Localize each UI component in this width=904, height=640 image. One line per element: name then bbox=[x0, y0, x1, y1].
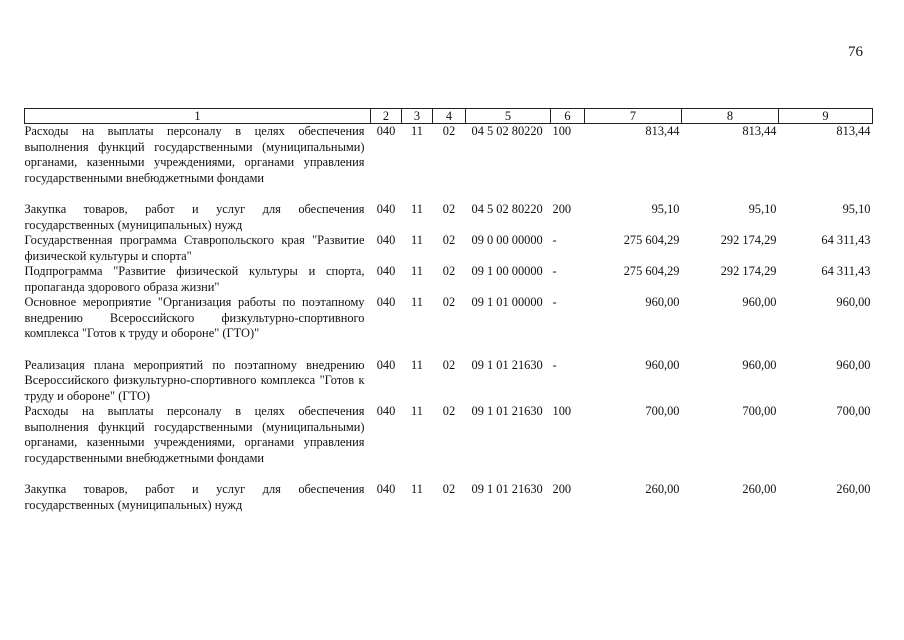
header-col-9: 9 bbox=[779, 109, 873, 124]
cell-code-3: 11 bbox=[411, 264, 423, 278]
cell-code-2: 040 bbox=[376, 264, 396, 278]
cell-value-7: 95,10 bbox=[651, 202, 680, 216]
row-name: Закупка товаров, работ и услуг для обеспечения государственных (муниципальных) нужд bbox=[24, 202, 365, 232]
cell-code-3: 11 bbox=[411, 357, 423, 372]
cell-code-4: 02 bbox=[442, 482, 456, 496]
cell-code-4: 02 bbox=[442, 357, 456, 372]
row-name: Подпрограмма "Развитие физической культуры и спорта, пропаганда здорового образа жизни" bbox=[24, 264, 365, 294]
header-col-4: 4 bbox=[433, 109, 466, 124]
header-col-2: 2 bbox=[371, 109, 402, 124]
cell-code-3: 11 bbox=[411, 202, 423, 216]
cell-code-2: 040 bbox=[376, 202, 396, 216]
table-row bbox=[25, 202, 873, 233]
cell-value-7: 275 604,29 bbox=[623, 264, 680, 278]
cell-value-9: 95,10 bbox=[842, 202, 871, 216]
header-row bbox=[25, 109, 873, 124]
cell-code-6: - bbox=[552, 295, 557, 309]
cell-value-7: 260,00 bbox=[645, 482, 680, 496]
cell-code-3: 11 bbox=[411, 404, 423, 418]
cell-code-5: 09 1 01 00000 bbox=[471, 295, 543, 309]
row-name: Расходы на выплаты персоналу в целях обеспечения выполнения функций государственными (муниципальными) органами, казенными учреждениями, органами управления государственными внебюджетными фондами bbox=[24, 124, 365, 185]
row-name: Основное мероприятие "Организация работы по поэтапному внедрению Всероссийского физкультурно-спортивного комплекса "Готов к труду и обороне" (ГТО)" bbox=[24, 295, 365, 340]
cell-value-7: 700,00 bbox=[645, 404, 680, 418]
table-row bbox=[25, 124, 873, 203]
header-col-3: 3 bbox=[402, 109, 433, 124]
cell-code-5: 04 5 02 80220 bbox=[471, 202, 543, 216]
header-col-8: 8 bbox=[682, 109, 779, 124]
cell-code-2: 040 bbox=[376, 404, 396, 418]
cell-code-2: 040 bbox=[376, 124, 396, 138]
cell-code-6: 100 bbox=[552, 404, 572, 418]
cell-value-7: 960,00 bbox=[645, 295, 680, 309]
cell-code-2: 040 bbox=[376, 233, 396, 247]
cell-code-3: 11 bbox=[411, 124, 423, 138]
header-col-5: 5 bbox=[466, 109, 551, 124]
header-col-6: 6 bbox=[551, 109, 585, 124]
table-row bbox=[25, 295, 873, 358]
cell-code-5: 09 0 00 00000 bbox=[471, 233, 543, 247]
cell-code-6: - bbox=[552, 233, 557, 247]
cell-value-8: 95,10 bbox=[748, 202, 777, 216]
cell-value-8: 813,44 bbox=[742, 124, 777, 138]
cell-code-6: 100 bbox=[552, 124, 572, 138]
cell-code-4: 02 bbox=[442, 404, 456, 418]
table-row bbox=[25, 482, 873, 513]
cell-code-6: - bbox=[552, 357, 557, 372]
cell-code-3: 11 bbox=[411, 295, 423, 309]
cell-value-9: 260,00 bbox=[836, 482, 871, 496]
cell-code-5: 09 1 01 21630 bbox=[471, 482, 543, 496]
row-name: Реализация плана мероприятий по поэтапному внедрению Всероссийского физкультурно-спортивного комплекса "Готов к труду и обороне" (ГТО) bbox=[24, 357, 365, 403]
cell-value-9: 960,00 bbox=[836, 357, 871, 372]
cell-code-5: 09 1 00 00000 bbox=[471, 264, 543, 278]
cell-value-7: 960,00 bbox=[645, 357, 680, 372]
cell-value-7: 813,44 bbox=[645, 124, 680, 138]
cell-value-9: 64 311,43 bbox=[821, 264, 871, 278]
cell-value-8: 292 174,29 bbox=[720, 264, 777, 278]
row-name: Закупка товаров, работ и услуг для обеспечения государственных (муниципальных) нужд bbox=[24, 482, 365, 512]
cell-code-4: 02 bbox=[442, 233, 456, 247]
table-row bbox=[25, 404, 873, 482]
cell-code-4: 02 bbox=[442, 202, 456, 216]
cell-value-9: 700,00 bbox=[836, 404, 871, 418]
cell-code-6: 200 bbox=[552, 202, 572, 216]
cell-value-8: 960,00 bbox=[742, 295, 777, 309]
header-col-7: 7 bbox=[585, 109, 682, 124]
cell-value-8: 292 174,29 bbox=[720, 233, 777, 247]
cell-code-3: 11 bbox=[411, 233, 423, 247]
cell-code-2: 040 bbox=[376, 482, 396, 496]
cell-value-9: 813,44 bbox=[836, 124, 871, 138]
table-row bbox=[25, 233, 873, 264]
cell-value-9: 960,00 bbox=[836, 295, 871, 309]
cell-code-4: 02 bbox=[442, 295, 456, 309]
cell-code-6: 200 bbox=[552, 482, 572, 496]
row-name: Государственная программа Ставропольского края "Развитие физической культуры и спорта" bbox=[24, 233, 365, 263]
cell-code-2: 040 bbox=[376, 357, 396, 372]
cell-code-6: - bbox=[552, 264, 557, 278]
cell-value-8: 960,00 bbox=[742, 357, 777, 372]
cell-code-5: 09 1 01 21630 bbox=[471, 404, 543, 418]
cell-value-8: 260,00 bbox=[742, 482, 777, 496]
cell-code-5: 04 5 02 80220 bbox=[471, 124, 543, 138]
cell-code-5: 09 1 01 21630 bbox=[471, 357, 543, 372]
page-number: 76 bbox=[848, 44, 863, 60]
row-name: Расходы на выплаты персоналу в целях обеспечения выполнения функций государственными (муниципальными) органами, казенными учреждениями, органами управления государственными внебюджетными фондами bbox=[24, 404, 365, 465]
table-row bbox=[25, 264, 873, 295]
cell-value-7: 275 604,29 bbox=[623, 233, 680, 247]
header-col-1: 1 bbox=[25, 109, 371, 124]
budget-table bbox=[24, 108, 873, 513]
cell-code-3: 11 bbox=[411, 482, 423, 496]
cell-code-2: 040 bbox=[376, 295, 396, 309]
cell-code-4: 02 bbox=[442, 124, 456, 138]
cell-value-9: 64 311,43 bbox=[821, 233, 871, 247]
cell-code-4: 02 bbox=[442, 264, 456, 278]
cell-value-8: 700,00 bbox=[742, 404, 777, 418]
table-row bbox=[25, 358, 873, 405]
